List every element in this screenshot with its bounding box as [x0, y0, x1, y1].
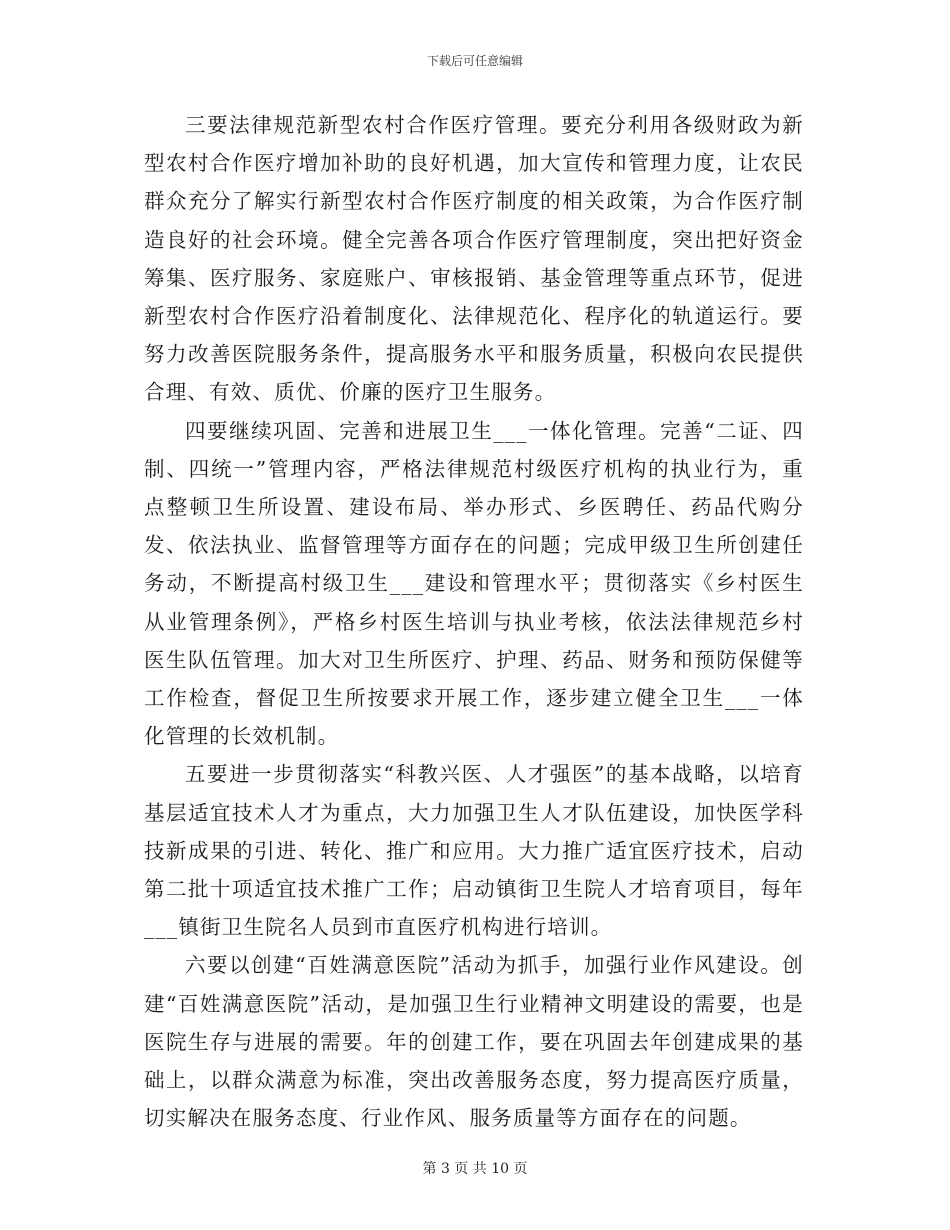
paragraph-three: 三要法律规范新型农村合作医疗管理。要充分利用各级财政为新型农村合作医疗增加补助的良好机遇，加大宣传和管理力度，让农民群众充分了解实行新型农村合作医疗制度的相关政策，为合作医疗制造良好的社会环境。健全完善各项合作医疗管理制度，突出把好资金筹集、医疗服务、家庭账户、审核报销、基金管理等重点环节，促进新型农村合作医疗沿着制度化、法律规范化、程序化的轨道运行。要努力改善医院服务条件，提高服务水平和服务质量，积极向农民提供合理、有效、质优、价廉的医疗卫生服务。 [144, 113, 804, 405]
page-header-note: 下载后可任意编辑 [426, 54, 523, 68]
paragraph-six: 六要以创建“百姓满意医院”活动为抓手，加强行业作风建设。创建“百姓满意医院”活动，是加强卫生行业精神文明建设的需要，也是医院生存与进展的需要。年的创建工作，要在巩固去年创建成果的基础上，以群众满意为标准，突出改善服务态度，努力提高医疗质量，切实解决在服务态度、行业作风、服务质量等方面存在的问题。 [144, 953, 804, 1131]
paragraph-four: 四要继续巩固、完善和进展卫生___一体化管理。完善“二证、四制、四统一”管理内容，严格法律规范村级医疗机构的执业行为，重点整顿卫生所设置、建设布局、举办形式、乡医聘任、药品代购分发、依法执业、监督管理等方面存在的问题；完成甲级卫生所创建任务动，不断提高村级卫生___建设和管理水平；贯彻落实《乡村医生从业管理条例》，严格乡村医生培训与执业考核，依法法律规范乡村医生队伍管理。加大对卫生所医疗、护理、药品、财务和预防保健等工作检查，督促卫生所按要求开展工作，逐步建立健全卫生___一体化管理的长效机制。 [144, 418, 804, 749]
document-body [144, 106, 804, 1137]
paragraph-five: 五要进一步贯彻落实“科教兴医、人才强医”的基本战略，以培育基层适宜技术人才为重点，大力加强卫生人才队伍建设，加快医学科技新成果的引进、转化、推广和应用。大力推广适宜医疗技术，启动第二批十项适宜技术推广工作；启动镇街卫生院人才培育项目，每年___镇街卫生院名人员到市直医疗机构进行培训。 [144, 762, 804, 940]
page-number: 第 3 页 共 10 页 [422, 1161, 528, 1177]
